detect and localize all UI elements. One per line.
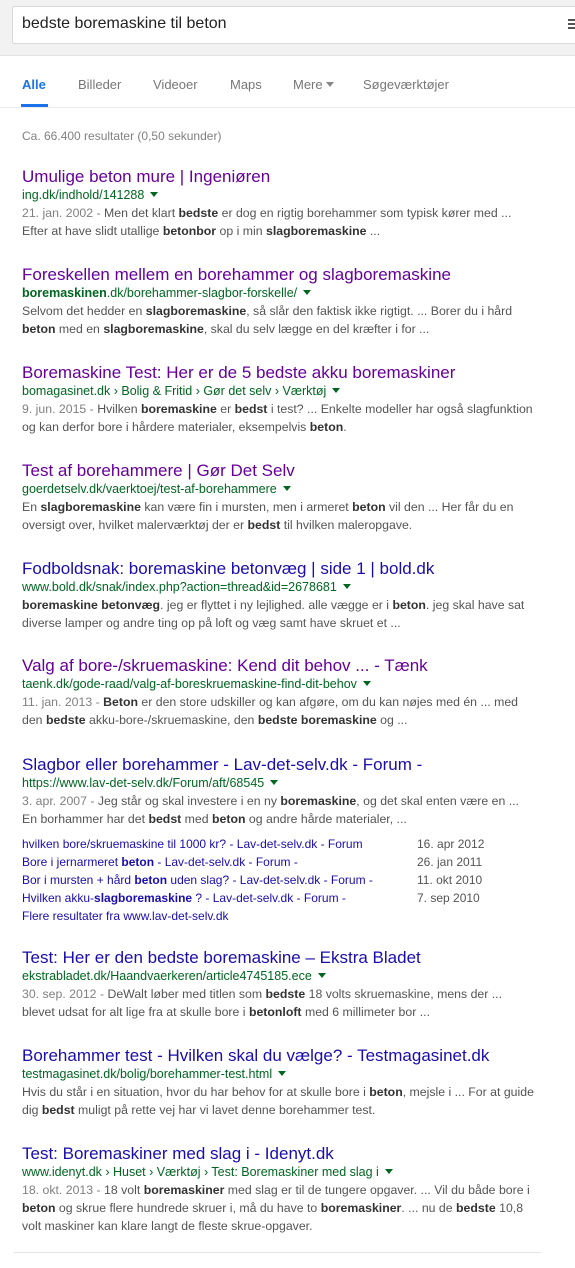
- result-url: ekstrabladet.dk/Haandvaerkeren/article4745185.ece: [22, 968, 537, 984]
- result-title-link[interactable]: Boremaskine Test: Her er de 5 bedste akku boremaskiner: [22, 363, 456, 382]
- divider: [14, 1252, 541, 1253]
- sitelink-date: 11. okt 2010: [417, 873, 483, 887]
- search-result: [22, 754, 537, 828]
- result-title-link[interactable]: Test af borehammere | Gør Det Selv: [22, 461, 295, 480]
- result-options-caret-icon[interactable]: [343, 584, 351, 589]
- sitelinks-table: [22, 835, 522, 925]
- result-date: 21. jan. 2002 -: [22, 206, 101, 220]
- result-title-link[interactable]: Fodboldsnak: boremaskine betonvæg | side 1 | bold.dk: [22, 559, 435, 578]
- sitelink[interactable]: Hvilken akku-slagboremaskine ? - Lav-det-selv.dk - Forum -: [22, 891, 346, 905]
- more-results-row: [22, 907, 522, 925]
- result-options-caret-icon[interactable]: [270, 780, 278, 785]
- result-date: 9. jun. 2015 -: [22, 402, 94, 416]
- result-date: 11. jan. 2013 -: [22, 695, 100, 709]
- result-options-caret-icon[interactable]: [303, 290, 311, 295]
- search-tabs: [0, 56, 575, 108]
- tab-billeder[interactable]: Billeder: [78, 77, 122, 92]
- sitelink-date: 26. jan 2011: [417, 855, 483, 869]
- result-snippet: En slagboremaskine kan være fin i mursten, men i armeret beton vil den ... Her får du en oversigt over, hvilket malerværktøj der er bedst til hvilken maleropgave.: [22, 500, 514, 532]
- tab-videoer[interactable]: Videoer: [153, 77, 198, 92]
- sitelink[interactable]: Bor i mursten + hård beton uden slag? - Lav-det-selv.dk - Forum -: [22, 873, 373, 887]
- result-date: 3. apr. 2007 -: [22, 794, 95, 808]
- result-options-caret-icon[interactable]: [363, 681, 371, 686]
- search-result: [22, 460, 537, 534]
- menu-icon[interactable]: [568, 19, 575, 33]
- result-snippet: 9. jun. 2015 - Hvilken boremaskine er bedst i test? ... Enkelte modeller har også slagfunktion og kan derfor bore i hårdere materialer, eksempelvis beton.: [22, 402, 533, 434]
- result-stats: Ca. 66.400 resultater (0,50 sekunder): [22, 129, 222, 143]
- sitelink-row: [22, 871, 522, 889]
- search-result: [22, 264, 537, 338]
- result-snippet: 21. jan. 2002 - Men det klart bedste er dog en rigtig borehammer som typisk kører med ... Efter at have slidt utallige betonbor op i min slagboremaskine ...: [22, 206, 512, 238]
- result-url: www.idenyt.dk › Huset › Værktøj › Test: Boremaskiner med slag i: [22, 1164, 537, 1180]
- search-result: [22, 558, 537, 632]
- result-date: 30. sep. 2012 -: [22, 987, 105, 1001]
- result-url: ing.dk/indhold/141288: [22, 187, 537, 203]
- result-url: goerdetselv.dk/vaerktoej/test-af-borehammere: [22, 481, 537, 497]
- sitelink[interactable]: Bore i jernarmeret beton - Lav-det-selv.dk - Forum -: [22, 855, 298, 869]
- sitelink-row: [22, 853, 522, 871]
- search-result: [22, 166, 537, 240]
- result-title-link[interactable]: Valg af bore-/skruemaskine: Kend dit behov ... - Tænk: [22, 656, 428, 675]
- result-title-link[interactable]: Umulige beton mure | Ingeniøren: [22, 167, 271, 186]
- result-snippet: 3. apr. 2007 - Jeg står og skal investere i en ny boremaskine, og det skal enten være en ... En borhammer har det bedst med beton og andre hårde materialer, ...: [22, 794, 519, 826]
- result-url: https://www.lav-det-selv.dk/Forum/aft/68545: [22, 775, 537, 791]
- result-snippet: Hvis du står i en situation, hvor du har behov for at skulle bore i beton, mejsle i ... For at guide dig bedst muligt på rette vej har vi lavet denne borehammer test.: [22, 1085, 534, 1117]
- search-result: [22, 1045, 537, 1119]
- tab-mere-label: Mere: [293, 77, 323, 92]
- search-query[interactable]: bedste boremaskine til beton: [22, 15, 227, 32]
- result-url: testmagasinet.dk/bolig/borehammer-test.html: [22, 1066, 537, 1082]
- result-snippet: boremaskine betonvæg. jeg er flyttet i ny lejlighed. alle vægge er i beton. jeg skal have sat diverse lamper og andre ting op på loft og væg samt have skruet et ...: [22, 598, 525, 630]
- search-result: [22, 362, 537, 436]
- result-url: boremaskinen.dk/borehammer-slagbor-forskelle/: [22, 285, 537, 301]
- result-options-caret-icon[interactable]: [278, 1071, 286, 1076]
- result-url: bomagasinet.dk › Bolig & Fritid › Gør det selv › Værktøj: [22, 383, 537, 399]
- search-result: [22, 947, 537, 1021]
- result-snippet: 18. okt. 2013 - 18 volt boremaskiner med slag er til de tungere opgaver. ... Vil du både bore i beton og skrue flere hundrede skruer i, må du have to boremaskiner. ... nu de bedste 10,8 volt maskiner kan klare langt de fleste skrue-opgaver.: [22, 1183, 530, 1233]
- result-title-link[interactable]: Slagbor eller borehammer - Lav-det-selv.dk - Forum -: [22, 755, 423, 774]
- search-result: [22, 1143, 537, 1235]
- result-options-caret-icon[interactable]: [318, 973, 326, 978]
- result-title-link[interactable]: Borehammer test - Hvilken skal du vælge? - Testmagasinet.dk: [22, 1046, 490, 1065]
- result-options-caret-icon[interactable]: [332, 388, 340, 393]
- sitelink[interactable]: hvilken bore/skruemaskine til 1000 kr? - Lav-det-selv.dk - Forum: [22, 837, 363, 851]
- tab-alle[interactable]: Alle: [22, 77, 46, 92]
- result-title-link[interactable]: Test: Boremaskiner med slag i - Idenyt.dk: [22, 1144, 334, 1163]
- result-date: 18. okt. 2013 -: [22, 1183, 101, 1197]
- result-url: www.bold.dk/snak/index.php?action=thread&id=2678681: [22, 579, 537, 595]
- result-snippet: 30. sep. 2012 - DeWalt løber med titlen som bedste 18 volts skruemaskine, mens der ... blevet udsat for alt lige fra at skulle bore i betonloft med 6 millimeter bor ...: [22, 987, 503, 1019]
- result-snippet: 11. jan. 2013 - Beton er den store udskiller og kan afgøre, om du kan nøjes med én ... med den bedste akku-bore-/skruemaskine, den bedste boremaskine og ...: [22, 695, 519, 727]
- sitelink-row: [22, 835, 522, 853]
- sitelink-date: 16. apr 2012: [417, 837, 485, 851]
- search-header: [0, 0, 575, 56]
- result-options-caret-icon[interactable]: [385, 1169, 393, 1174]
- result-title-link[interactable]: Foreskellen mellem en borehammer og slagboremaskine: [22, 265, 451, 284]
- tab-soegevaerktoejer[interactable]: Søgeværktøjer: [363, 77, 449, 92]
- search-result: [22, 655, 537, 729]
- sitelink-date: 7. sep 2010: [417, 891, 480, 905]
- tab-mere[interactable]: [293, 77, 334, 92]
- more-results-link[interactable]: Flere resultater fra www.lav-det-selv.dk: [22, 909, 229, 923]
- search-input[interactable]: [12, 6, 575, 44]
- sitelink-row: [22, 889, 522, 907]
- result-options-caret-icon[interactable]: [283, 486, 291, 491]
- chevron-down-icon: [326, 82, 334, 87]
- active-tab-indicator: [21, 104, 48, 107]
- result-options-caret-icon[interactable]: [150, 192, 158, 197]
- tab-maps[interactable]: Maps: [230, 77, 262, 92]
- result-url: taenk.dk/gode-raad/valg-af-boreskruemaskine-find-dit-behov: [22, 676, 537, 692]
- result-title-link[interactable]: Test: Her er den bedste boremaskine – Ekstra Bladet: [22, 948, 421, 967]
- result-snippet: Selvom det hedder en slagboremaskine, så slår den faktisk ikke rigtigt. ... Borer du i hård beton med en slagboremaskine, skal du selv lægge en del kræfter i for ...: [22, 304, 513, 336]
